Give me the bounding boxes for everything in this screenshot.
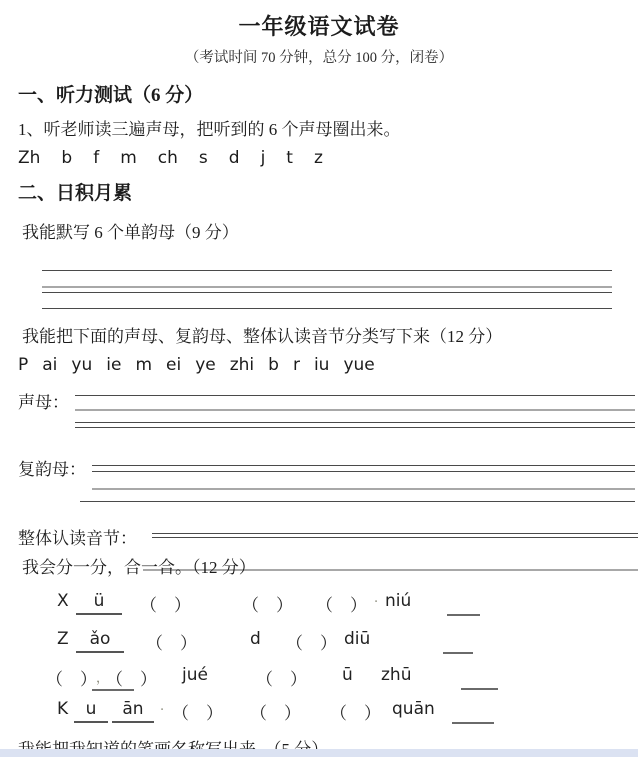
paren-blank: （ ） — [46, 670, 97, 690]
answer-blank — [461, 665, 498, 690]
stray-comma: ， — [96, 671, 110, 686]
answer-blank — [447, 591, 480, 616]
exam-info: （考试时间 70 分钟，总分 100 分，闭卷） — [184, 50, 454, 66]
pinyin-cell: quān — [392, 699, 435, 719]
pinyin-cell-underlined: ü — [76, 591, 122, 615]
initials-letter-row — [18, 148, 323, 168]
pinyin-cell: niú — [385, 591, 412, 611]
match-question: 我会分一分，合一合。（12 分） — [22, 558, 256, 577]
letter-item: j — [260, 148, 266, 168]
pinyin-cell: diū — [344, 629, 371, 649]
paren-blank: （ ） — [330, 704, 381, 724]
letter-item: d — [228, 148, 240, 168]
paren-blank: （ ） — [250, 704, 301, 724]
writing-line — [42, 292, 612, 293]
match-row-3 — [0, 665, 638, 691]
letter-item: f — [93, 148, 100, 168]
letter-item: t — [286, 148, 293, 168]
syllable-row — [18, 355, 375, 375]
writing-line — [152, 537, 638, 538]
classify-question: 我能把下面的声母、复韵母、整体认读音节分类写下来（12 分） — [22, 327, 503, 346]
writing-line — [75, 409, 635, 411]
writing-line — [42, 286, 612, 288]
pinyin-cell: zhū — [381, 665, 412, 685]
letter-item: z — [313, 148, 323, 168]
syllable-item: ye — [195, 355, 216, 375]
paren-blank: （ ） — [316, 596, 367, 616]
exam-title: 一年级语文试卷 — [238, 14, 400, 39]
syllable-item: r — [292, 355, 300, 375]
writing-line — [92, 465, 635, 466]
pinyin-cell: ū — [342, 665, 353, 685]
window-edge-bar — [0, 749, 638, 757]
pinyin-cell: Z — [57, 629, 69, 649]
paren-blank: （ ） — [140, 596, 191, 616]
whole-syllables-label: 整体认读音节： — [18, 529, 137, 548]
letter-item: b — [61, 148, 73, 168]
writing-line — [75, 427, 635, 428]
syllable-item: P — [18, 355, 29, 375]
letter-item: Zh — [18, 148, 41, 168]
dictation-question: 我能默写 6 个单韵母（9 分） — [22, 223, 239, 242]
letter-item: ch — [157, 148, 178, 168]
syllable-item: ai — [42, 355, 58, 375]
pinyin-cell: jué — [182, 665, 208, 685]
syllable-item: yue — [343, 355, 375, 375]
section-2-heading: 二、日积月累 — [18, 183, 133, 204]
paren-blank: （ ） — [256, 670, 307, 690]
writing-line — [92, 488, 635, 490]
paren-blank: （ ） — [106, 670, 157, 690]
writing-line — [75, 422, 635, 423]
syllable-item: zhi — [229, 355, 255, 375]
syllable-item: iu — [313, 355, 330, 375]
syllable-item: m — [135, 355, 152, 375]
stray-dot: . — [160, 699, 165, 714]
answer-blank — [452, 699, 494, 724]
syllable-item: yu — [71, 355, 93, 375]
syllable-item: b — [268, 355, 279, 375]
pinyin-cell-underlined: ān — [112, 699, 154, 723]
match-row-1 — [0, 591, 638, 617]
paren-blank: （ ） — [286, 634, 337, 654]
pinyin-cell: X — [57, 591, 69, 611]
paren-blank: （ ） — [146, 634, 197, 654]
compound-finals-label: 复韵母： — [18, 460, 86, 479]
writing-line — [42, 270, 612, 271]
pinyin-cell: d — [250, 629, 261, 649]
answer-blank — [92, 665, 134, 691]
answer-blank — [443, 629, 473, 654]
pinyin-cell: K — [57, 699, 69, 719]
writing-line — [80, 501, 635, 502]
pinyin-cell-underlined: u — [74, 699, 108, 723]
match-row-2 — [0, 629, 638, 655]
letter-item: s — [198, 148, 208, 168]
section-1-heading: 一、听力测试（6 分） — [18, 85, 204, 106]
writing-line — [152, 533, 638, 534]
initials-label: 声母： — [18, 393, 69, 412]
syllable-item: ie — [106, 355, 122, 375]
stray-dot: . — [374, 591, 379, 606]
pinyin-cell-underlined: ǎo — [76, 629, 124, 653]
paren-blank: （ ） — [172, 704, 223, 724]
match-row-4 — [0, 699, 638, 725]
writing-line — [92, 471, 635, 472]
syllable-item: ei — [166, 355, 182, 375]
section-1-question: 1、听老师读三遍声母，把听到的 6 个声母圈出来。 — [18, 120, 401, 139]
letter-item: m — [120, 148, 137, 168]
writing-line — [75, 395, 635, 396]
writing-line — [42, 308, 612, 309]
paren-blank: （ ） — [242, 596, 293, 616]
